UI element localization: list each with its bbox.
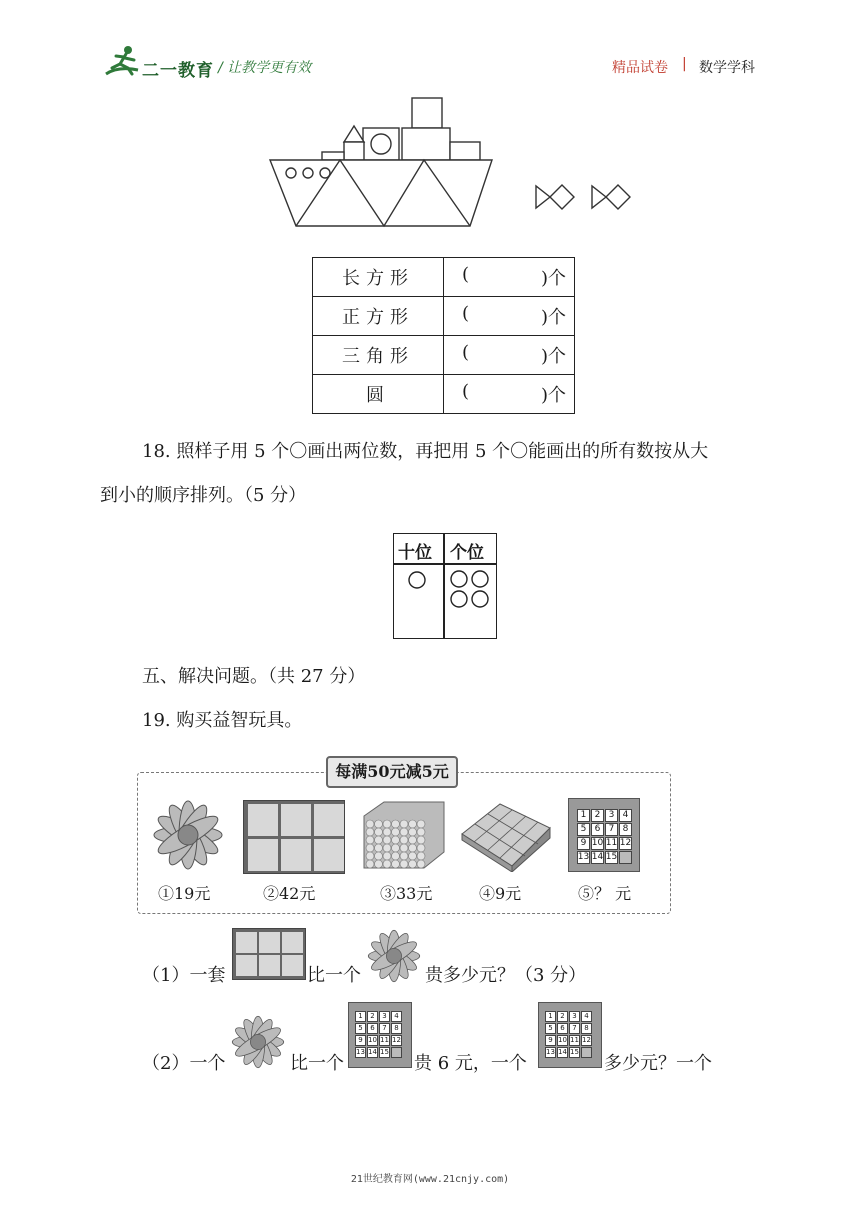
ball-icon xyxy=(400,828,408,836)
tens-circle-icon xyxy=(406,569,428,591)
puzzle-tile: 5 xyxy=(577,823,590,836)
paren-open: ( xyxy=(462,264,470,285)
puzzle-tile: 5 xyxy=(355,1023,366,1034)
logo-text: 二一教育 xyxy=(142,61,214,81)
puzzle-tile: 15 xyxy=(570,1048,579,1056)
flower-puzzle-small-icon xyxy=(366,928,422,984)
puzzle-tile: 1 xyxy=(545,1011,556,1022)
toy-price-3: ③33元 xyxy=(380,884,433,903)
puzzle-tile: 1 xyxy=(577,809,590,822)
ball-icon xyxy=(400,852,408,860)
discount-text: 每满50元减5元 xyxy=(335,762,449,781)
ball-icon xyxy=(409,844,417,852)
shape-count-table xyxy=(312,257,575,414)
bowtie-shapes xyxy=(530,180,640,214)
ball-icon xyxy=(417,836,425,844)
puzzle-tile: 11 xyxy=(605,838,618,848)
shape-name: 三角形 xyxy=(313,336,444,375)
ball-icon xyxy=(417,820,425,828)
ball-icon xyxy=(375,836,383,844)
shape-name: 长方形 xyxy=(313,258,444,297)
puzzle-tile: 2 xyxy=(367,1011,378,1022)
number-puzzle-small-icon xyxy=(348,1002,412,1068)
place-value-chart xyxy=(393,533,497,639)
discount-banner xyxy=(326,756,458,788)
q18-line2: 到小的顺序排列。（5 分） xyxy=(100,485,307,506)
table-row xyxy=(313,375,575,414)
puzzle-tile: 10 xyxy=(558,1036,567,1044)
q19-title: 19. 购买益智玩具。 xyxy=(142,710,303,731)
ball-icon xyxy=(366,820,374,828)
subject: 数学学科 xyxy=(699,60,755,76)
toy-price-1: ①19元 xyxy=(158,884,211,903)
puzzle-tile: 10 xyxy=(591,838,604,848)
puzzle-tile: 4 xyxy=(391,1011,402,1022)
runner-logo-icon xyxy=(104,44,142,78)
ball-icon xyxy=(409,860,417,868)
page-header xyxy=(0,0,860,90)
puzzle-tile: 6 xyxy=(557,1023,568,1034)
ball-icon xyxy=(383,844,391,852)
puzzle-tile: 14 xyxy=(591,852,604,862)
puzzle-set-small-icon xyxy=(232,928,306,980)
ball-icon xyxy=(375,860,383,868)
puzzle-tile: 3 xyxy=(379,1011,390,1022)
table-row xyxy=(313,297,575,336)
ones-header: 个位 xyxy=(450,543,484,563)
ball-icon xyxy=(366,844,374,852)
answer-blank[interactable] xyxy=(444,375,575,414)
ball-cube-icon xyxy=(360,798,446,872)
paren-open: ( xyxy=(462,342,470,363)
slogan: / 让教学更有效 xyxy=(218,60,312,76)
q19-sub1-b: 比一个 xyxy=(307,965,361,986)
ball-icon xyxy=(375,828,383,836)
q19-sub1-a: （1）一套 xyxy=(142,965,226,986)
number-puzzle-icon xyxy=(568,798,640,872)
toy-price-2: ②42元 xyxy=(263,884,316,903)
puzzle-tile: 7 xyxy=(569,1023,580,1034)
ones-circles-icon xyxy=(448,568,492,612)
puzzle-tile: 12 xyxy=(582,1036,591,1044)
ball-icon xyxy=(392,836,400,844)
puzzle-tile: 9 xyxy=(355,1035,366,1046)
ball-icon xyxy=(400,820,408,828)
flower-puzzle-small-icon xyxy=(230,1014,286,1070)
ball-icon xyxy=(417,828,425,836)
puzzle-tile: 10 xyxy=(368,1036,377,1044)
ship-figure xyxy=(260,92,500,232)
puzzle-tile: 13 xyxy=(577,852,590,862)
paren-close: )个 xyxy=(540,268,566,289)
puzzle-tile: 15 xyxy=(380,1048,389,1056)
ball-icon xyxy=(383,828,391,836)
paper-type: 精品试卷 xyxy=(612,60,668,76)
puzzle-tile: 2 xyxy=(591,809,604,822)
puzzle-tile: 7 xyxy=(379,1023,390,1034)
ball-icon xyxy=(417,852,425,860)
ball-icon xyxy=(375,820,383,828)
ball-icon xyxy=(383,860,391,868)
ball-icon xyxy=(392,860,400,868)
table-row xyxy=(313,336,575,375)
puzzle-tile: 8 xyxy=(391,1023,402,1034)
ball-icon xyxy=(392,820,400,828)
ball-icon xyxy=(366,828,374,836)
puzzle-tile: 15 xyxy=(605,852,618,862)
puzzle-tile: 5 xyxy=(545,1023,556,1034)
paren-open: ( xyxy=(462,381,470,402)
ball-icon xyxy=(383,852,391,860)
puzzle-tile: 11 xyxy=(380,1036,389,1044)
ball-icon xyxy=(409,828,417,836)
ball-icon xyxy=(366,860,374,868)
puzzle-tile: 4 xyxy=(581,1011,592,1022)
ball-icon xyxy=(409,852,417,860)
number-puzzle-small-icon xyxy=(538,1002,602,1068)
ball-icon xyxy=(366,852,374,860)
puzzle-tile xyxy=(619,851,632,864)
ball-icon xyxy=(366,836,374,844)
q19-sub1-c: 贵多少元？（3 分） xyxy=(425,965,587,986)
puzzle-tile: 12 xyxy=(619,838,632,848)
paren-close: )个 xyxy=(540,346,566,367)
ball-icon xyxy=(409,836,417,844)
table-row xyxy=(313,258,575,297)
toy-price-4: ④9元 xyxy=(479,884,522,903)
puzzle-tile: 11 xyxy=(570,1036,579,1044)
ball-icon xyxy=(400,860,408,868)
puzzle-tile: 1 xyxy=(355,1011,366,1022)
ball-icon xyxy=(417,844,425,852)
paren-open: ( xyxy=(462,303,470,324)
ball-icon xyxy=(383,836,391,844)
puzzle-tile: 7 xyxy=(605,823,618,836)
header-divider: | xyxy=(682,56,687,72)
puzzle-tile: 13 xyxy=(546,1048,555,1056)
puzzle-tile: 6 xyxy=(591,823,604,836)
puzzle-tile: 12 xyxy=(392,1036,401,1044)
puzzle-tile: 6 xyxy=(367,1023,378,1034)
shape-name: 圆 xyxy=(313,375,444,414)
q18-line1: 18. 照样子用 5 个〇画出两位数，再把用 5 个〇能画出的所有数按从大 xyxy=(142,441,709,462)
flower-puzzle-icon xyxy=(151,798,225,872)
puzzle-tile: 14 xyxy=(368,1048,377,1056)
section5-title: 五、解决问题。（共 27 分） xyxy=(142,666,366,687)
header-line xyxy=(394,563,496,565)
ball-icon xyxy=(383,820,391,828)
triangle-board-icon xyxy=(460,800,552,872)
puzzle-tile: 4 xyxy=(619,809,632,822)
puzzle-set-icon xyxy=(243,800,345,874)
puzzle-tile: 9 xyxy=(545,1035,556,1046)
puzzle-tile: 3 xyxy=(605,809,618,822)
answer-blank[interactable] xyxy=(444,297,575,336)
column-divider xyxy=(443,534,445,638)
q19-sub2-d: 多少元？一个 xyxy=(604,1053,712,1074)
q19-sub2-c: 贵 6 元，一个 xyxy=(414,1053,527,1074)
puzzle-tile: 3 xyxy=(569,1011,580,1022)
ball-icon xyxy=(400,844,408,852)
puzzle-tile: 2 xyxy=(557,1011,568,1022)
ball-icon xyxy=(400,836,408,844)
answer-blank[interactable] xyxy=(444,258,575,297)
ball-icon xyxy=(392,828,400,836)
q19-sub2-a: （2）一个 xyxy=(142,1053,226,1074)
puzzle-tile xyxy=(391,1047,402,1058)
paren-close: )个 xyxy=(540,307,566,328)
page-footer: 21世纪教育网(www.21cnjy.com) xyxy=(350,1174,510,1185)
paren-close: )个 xyxy=(540,385,566,406)
ball-icon xyxy=(417,860,425,868)
answer-blank[interactable] xyxy=(444,336,575,375)
ball-icon xyxy=(392,852,400,860)
ball-icon xyxy=(392,844,400,852)
puzzle-tile: 8 xyxy=(619,823,632,836)
puzzle-tile xyxy=(581,1047,592,1058)
puzzle-tile: 8 xyxy=(581,1023,592,1034)
q19-sub2-b: 比一个 xyxy=(290,1053,344,1074)
ball-icon xyxy=(375,844,383,852)
ball-icon xyxy=(409,820,417,828)
toy-price-5: ⑤？ 元 xyxy=(578,884,632,903)
tens-header: 十位 xyxy=(398,543,432,563)
puzzle-tile: 13 xyxy=(356,1048,365,1056)
puzzle-tile: 9 xyxy=(577,837,590,850)
puzzle-tile: 14 xyxy=(558,1048,567,1056)
ball-icon xyxy=(375,852,383,860)
shape-name: 正方形 xyxy=(313,297,444,336)
